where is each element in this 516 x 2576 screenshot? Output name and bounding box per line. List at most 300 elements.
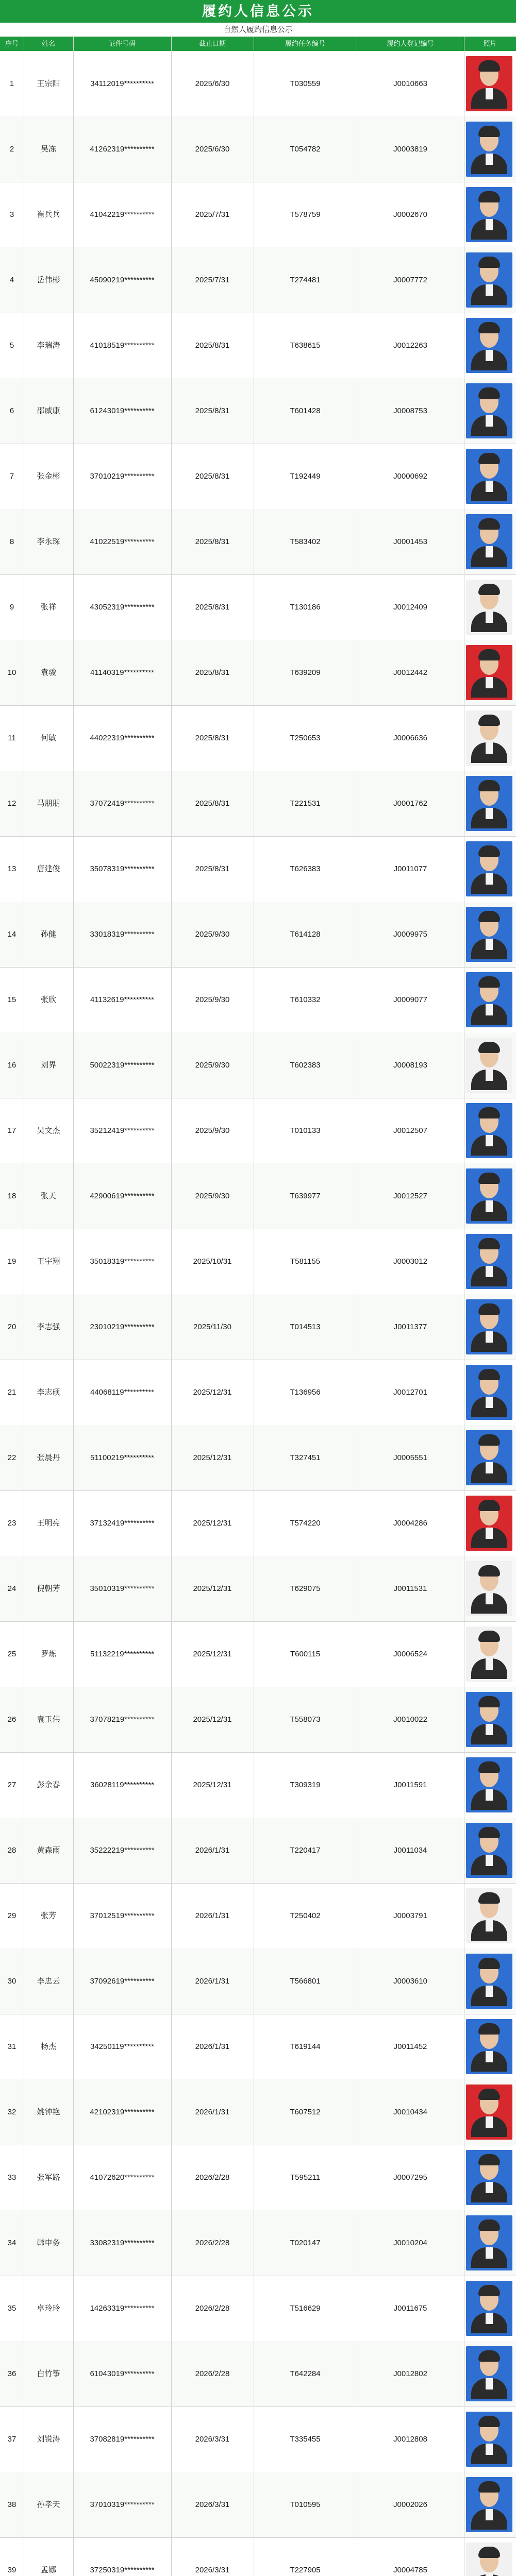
cell-task: T274481	[290, 276, 321, 284]
cell-id: 41140319**********	[90, 668, 154, 677]
cell-no: 16	[7, 1061, 16, 1070]
cell-date: 2026/1/31	[195, 1977, 230, 1986]
cell-id: 45090219**********	[90, 276, 155, 284]
cell-name: 杨杰	[40, 2042, 56, 2051]
table-row	[0, 1752, 516, 1818]
cell-name: 袁玉伟	[37, 1715, 60, 1724]
cell-no: 26	[7, 1715, 16, 1724]
portrait-photo	[466, 514, 512, 569]
cell-no: 31	[7, 2042, 16, 2051]
portrait-photo	[466, 318, 512, 373]
portrait-photo	[466, 1234, 512, 1289]
cell-no: 6	[9, 406, 14, 415]
portrait-photo	[466, 2412, 512, 2467]
cell-no: 11	[8, 734, 16, 742]
cell-reg: J0010204	[393, 2239, 427, 2247]
cell-id: 51132219**********	[90, 1650, 154, 1658]
cell-date: 2026/3/31	[195, 2435, 230, 2444]
cell-date: 2025/12/31	[193, 1781, 232, 1789]
cell-id: 35212419**********	[90, 1126, 155, 1135]
cell-date: 2026/1/31	[195, 1911, 230, 1920]
cell-id: 33082319**********	[90, 2239, 155, 2247]
cell-task: T583402	[290, 537, 321, 546]
cell-name: 孙健	[40, 930, 56, 939]
cell-task: T566801	[290, 1977, 321, 1986]
cell-reg: J0006524	[393, 1650, 427, 1658]
cell-id: 42102319**********	[90, 2108, 155, 2116]
cell-date: 2025/9/30	[195, 1192, 230, 1200]
cell-name: 吴文杰	[37, 1126, 60, 1135]
cell-reg: J0011675	[393, 2304, 427, 2313]
cell-name: 王宗阳	[37, 79, 60, 88]
table-row	[0, 771, 516, 837]
cell-date: 2025/12/31	[193, 1388, 232, 1397]
cell-id: 50022319**********	[90, 1061, 155, 1070]
portrait-photo	[466, 2150, 512, 2205]
cell-id: 33018319**********	[90, 930, 155, 939]
portrait-photo	[466, 187, 512, 242]
cell-name: 王宇翔	[37, 1257, 60, 1266]
cell-name: 李志硕	[37, 1388, 60, 1397]
portrait-photo	[466, 1038, 512, 1093]
cell-date: 2025/12/31	[193, 1650, 232, 1658]
cell-task: T054782	[290, 145, 321, 154]
cell-no: 39	[7, 2566, 16, 2574]
cell-no: 35	[7, 2304, 16, 2313]
cell-reg: J0011377	[393, 1323, 427, 1331]
table-row	[0, 444, 516, 510]
cell-date: 2026/2/28	[195, 2369, 230, 2378]
cell-no: 8	[9, 537, 14, 546]
cell-id: 36028119**********	[90, 1781, 154, 1789]
cell-date: 2025/8/31	[195, 799, 230, 808]
cell-no: 19	[7, 1257, 16, 1266]
table-row	[0, 967, 516, 1033]
col-header-reg: 履约人登记编号	[387, 40, 434, 47]
cell-task: T030559	[290, 79, 321, 88]
cell-name: 张欣	[40, 995, 56, 1004]
col-header-photo: 照片	[483, 40, 497, 47]
cell-date: 2026/3/31	[195, 2566, 230, 2574]
table-row	[0, 2210, 516, 2276]
cell-reg: J0000692	[393, 472, 427, 481]
cell-name: 刘界	[40, 1061, 56, 1070]
cell-id: 37078219**********	[90, 1715, 155, 1724]
table-row	[0, 1229, 516, 1295]
portrait-photo	[466, 645, 512, 700]
table-row	[0, 1425, 516, 1491]
table-row	[0, 836, 516, 902]
portrait-photo	[466, 2477, 512, 2532]
cell-name: 倪朝芳	[37, 1584, 60, 1593]
portrait-photo	[466, 122, 512, 177]
cell-name: 卓玲玲	[37, 2304, 60, 2313]
table-row	[0, 182, 516, 248]
cell-id: 23010219**********	[90, 1323, 155, 1331]
table-row	[0, 313, 516, 379]
cell-task: T010595	[290, 2500, 321, 2509]
cell-task: T327451	[290, 1453, 321, 1462]
cell-id: 35078319**********	[90, 865, 155, 873]
portrait-photo	[466, 2346, 512, 2401]
cell-no: 17	[7, 1126, 16, 1135]
table-row	[0, 378, 516, 444]
table-row	[0, 1163, 516, 1229]
cell-no: 3	[9, 210, 14, 219]
table-row	[0, 1621, 516, 1687]
table-row	[0, 1818, 516, 1884]
cell-id: 41022519**********	[90, 537, 155, 546]
table-row	[0, 51, 516, 117]
cell-reg: J0012263	[393, 341, 427, 350]
cell-reg: J0008753	[393, 406, 427, 415]
cell-date: 2025/12/31	[193, 1584, 232, 1593]
cell-task: T250402	[290, 1911, 321, 1920]
col-header-name: 姓名	[41, 40, 55, 47]
cell-task: T614128	[290, 930, 321, 939]
page-title: 履约人信息公示	[0, 0, 516, 23]
table-header	[0, 37, 516, 51]
cell-task: T600115	[290, 1650, 321, 1658]
cell-no: 32	[7, 2108, 16, 2116]
table-row	[0, 1948, 516, 2014]
cell-date: 2025/12/31	[193, 1453, 232, 1462]
cell-name: 孟娜	[40, 2566, 56, 2574]
cell-task: T639977	[290, 1192, 321, 1200]
cell-id: 41132619**********	[90, 995, 154, 1004]
cell-id: 35222219**********	[90, 1846, 155, 1855]
cell-reg: J0010434	[393, 2108, 427, 2116]
table-row	[0, 1687, 516, 1753]
cell-reg: J0011077	[393, 865, 427, 873]
cell-id: 37082819**********	[90, 2435, 155, 2444]
cell-reg: J0003012	[393, 1257, 427, 1266]
cell-no: 24	[7, 1584, 16, 1593]
cell-no: 34	[7, 2239, 16, 2247]
cell-id: 37072419**********	[90, 799, 155, 808]
cell-date: 2025/6/30	[195, 79, 230, 88]
cell-reg: J0008193	[393, 1061, 427, 1070]
cell-reg: J0004286	[393, 1519, 427, 1528]
table-row	[0, 1360, 516, 1426]
cell-name: 岳伟彬	[37, 276, 60, 284]
portrait-photo	[466, 841, 512, 896]
cell-task: T639209	[290, 668, 321, 677]
cell-task: T578759	[290, 210, 321, 219]
table-row	[0, 2406, 516, 2472]
cell-reg: J0007295	[393, 2173, 427, 2182]
cell-reg: J0012802	[393, 2369, 427, 2378]
cell-no: 7	[9, 472, 14, 481]
cell-reg: J0004785	[393, 2566, 427, 2574]
cell-no: 2	[9, 145, 14, 154]
cell-id: 61043019**********	[90, 2369, 155, 2378]
cell-id: 43052319**********	[90, 603, 155, 612]
cell-date: 2026/1/31	[195, 1846, 230, 1855]
cell-id: 34112019**********	[90, 79, 154, 88]
cell-id: 41018519**********	[90, 341, 155, 350]
cell-no: 1	[9, 79, 14, 88]
table-row	[0, 902, 516, 968]
portrait-photo	[466, 2543, 512, 2576]
cell-id: 41262319**********	[90, 145, 155, 154]
cell-reg: J0006636	[393, 734, 427, 742]
cell-date: 2025/11/30	[193, 1323, 231, 1331]
cell-no: 29	[7, 1911, 16, 1920]
col-header-date: 截止日期	[198, 40, 226, 47]
cell-name: 姚钟艳	[37, 2108, 60, 2116]
cell-reg: J0012507	[393, 1126, 427, 1135]
cell-reg: J0012409	[393, 603, 427, 612]
cell-id: 35010319**********	[90, 1584, 155, 1593]
cell-reg: J0002026	[393, 2500, 427, 2509]
cell-date: 2025/9/30	[195, 995, 230, 1004]
cell-date: 2025/8/31	[195, 734, 230, 742]
cell-name: 何敏	[40, 734, 56, 742]
table-row	[0, 640, 516, 706]
cell-name: 张晨丹	[37, 1453, 60, 1462]
cell-date: 2025/6/30	[195, 145, 230, 154]
table-row	[0, 2079, 516, 2145]
cell-id: 37092619**********	[90, 1977, 155, 1986]
portrait-photo	[466, 449, 512, 504]
cell-task: T250653	[290, 734, 321, 742]
cell-id: 37132419**********	[90, 1519, 155, 1528]
cell-reg: J0009975	[393, 930, 427, 939]
cell-name: 王明亮	[37, 1519, 60, 1528]
cell-no: 36	[7, 2369, 16, 2378]
cell-date: 2026/1/31	[195, 2108, 230, 2116]
portrait-photo	[466, 1757, 512, 1812]
cell-reg: J0003791	[393, 1911, 427, 1920]
cell-no: 22	[7, 1453, 16, 1462]
table-row	[0, 509, 516, 575]
cell-no: 30	[7, 1977, 16, 1986]
cell-name: 李永琛	[37, 537, 60, 546]
portrait-photo	[466, 1692, 512, 1747]
cell-date: 2026/2/28	[195, 2304, 230, 2313]
table-row	[0, 116, 516, 182]
cell-name: 李瑞涛	[37, 341, 60, 350]
portrait-photo	[466, 710, 512, 766]
cell-id: 41042219**********	[90, 210, 155, 219]
portrait-photo	[466, 2281, 512, 2336]
portrait-photo	[466, 2019, 512, 2074]
table-row	[0, 2341, 516, 2407]
cell-name: 彭余春	[37, 1781, 60, 1789]
cell-no: 9	[9, 603, 14, 612]
table-row	[0, 2537, 516, 2576]
portrait-photo	[466, 776, 512, 831]
cell-name: 罗炼	[40, 1650, 56, 1658]
portrait-photo	[466, 1823, 512, 1878]
table-row	[0, 1556, 516, 1622]
table-row	[0, 1490, 516, 1556]
cell-task: T626383	[290, 865, 321, 873]
cell-reg: J0007772	[393, 276, 427, 284]
cell-date: 2025/9/30	[195, 1126, 230, 1135]
portrait-photo	[466, 972, 512, 1027]
cell-id: 37250319**********	[90, 2566, 155, 2574]
portrait-photo	[466, 1888, 512, 1943]
cell-id: 41072620**********	[90, 2173, 155, 2182]
portrait-photo	[466, 1365, 512, 1420]
cell-id: 37010319**********	[90, 2500, 155, 2509]
cell-task: T309319	[290, 1781, 321, 1789]
cell-reg: J0001453	[393, 537, 427, 546]
cell-id: 34250119**********	[90, 2042, 154, 2051]
cell-id: 37010219**********	[90, 472, 155, 481]
cell-id: 37012519**********	[90, 1911, 155, 1920]
cell-date: 2025/8/31	[195, 472, 230, 481]
cell-name: 马朋朋	[37, 799, 60, 808]
cell-name: 邵威康	[37, 406, 60, 415]
cell-name: 黄森雨	[37, 1846, 60, 1855]
cell-no: 14	[7, 930, 16, 939]
portrait-photo	[466, 2084, 512, 2140]
cell-date: 2025/12/31	[193, 1519, 232, 1528]
cell-task: T192449	[290, 472, 321, 481]
cell-reg: J0001762	[393, 799, 427, 808]
cell-name: 李忠云	[37, 1977, 60, 1986]
cell-date: 2025/12/31	[193, 1715, 232, 1724]
cell-task: T607512	[290, 2108, 321, 2116]
cell-task: T516629	[290, 2304, 321, 2313]
cell-name: 袁骏	[40, 668, 56, 677]
cell-id: 14263319**********	[90, 2304, 155, 2313]
cell-no: 37	[7, 2435, 16, 2444]
cell-task: T136956	[290, 1388, 321, 1397]
portrait-photo	[466, 2215, 512, 2270]
cell-id: 61243019**********	[90, 406, 155, 415]
cell-date: 2026/1/31	[195, 2042, 230, 2051]
table-row	[0, 247, 516, 313]
portrait-photo	[466, 1954, 512, 2009]
cell-no: 5	[9, 341, 14, 350]
cell-no: 21	[7, 1388, 16, 1397]
col-header-no: 序号	[5, 40, 19, 47]
table-row	[0, 2014, 516, 2080]
cell-no: 20	[7, 1323, 16, 1331]
cell-name: 张天	[40, 1192, 56, 1200]
cell-no: 10	[7, 668, 16, 677]
cell-name: 白竹筝	[37, 2369, 60, 2378]
cell-reg: J0010022	[393, 1715, 427, 1724]
cell-name: 张金彬	[37, 472, 60, 481]
page-subtitle: 自然人履约信息公示	[0, 23, 516, 37]
cell-task: T610332	[290, 995, 321, 1004]
cell-name: 张军路	[37, 2173, 60, 2182]
cell-reg: J0002670	[393, 210, 427, 219]
cell-task: T010133	[290, 1126, 321, 1135]
cell-task: T220417	[290, 1846, 321, 1855]
column-divider	[171, 37, 172, 2576]
cell-name: 韩申务	[37, 2239, 60, 2247]
cell-no: 23	[7, 1519, 16, 1528]
cell-reg: J0011531	[393, 1584, 427, 1593]
cell-no: 33	[7, 2173, 16, 2182]
portrait-photo	[466, 383, 512, 438]
cell-name: 张芳	[40, 1911, 56, 1920]
cell-date: 2025/8/31	[195, 668, 230, 677]
table-row	[0, 1032, 516, 1098]
table-row	[0, 2145, 516, 2211]
portrait-photo	[466, 252, 512, 308]
cell-date: 2025/9/30	[195, 930, 230, 939]
cell-name: 崔兵兵	[37, 210, 60, 219]
cell-date: 2025/8/31	[195, 341, 230, 350]
cell-reg: J0010663	[393, 79, 427, 88]
portrait-photo	[466, 1168, 512, 1224]
cell-name: 李志强	[37, 1323, 60, 1331]
cell-date: 2025/7/31	[195, 210, 230, 219]
portrait-photo	[466, 907, 512, 962]
cell-task: T638615	[290, 341, 321, 350]
cell-task: T335455	[290, 2435, 321, 2444]
cell-task: T595211	[290, 2173, 321, 2182]
cell-task: T642284	[290, 2369, 321, 2378]
cell-name: 吴冻	[40, 145, 56, 154]
table-row	[0, 1883, 516, 1949]
table-row	[0, 1098, 516, 1164]
cell-date: 2025/8/31	[195, 865, 230, 873]
cell-id: 44068119**********	[90, 1388, 154, 1397]
col-header-task: 履约任务编号	[285, 40, 325, 47]
cell-task: T574220	[290, 1519, 321, 1528]
portrait-photo	[466, 580, 512, 635]
table-row	[0, 574, 516, 640]
cell-id: 42900619**********	[90, 1192, 155, 1200]
cell-name: 张祥	[40, 603, 56, 612]
cell-date: 2025/8/31	[195, 603, 230, 612]
portrait-photo	[466, 1496, 512, 1551]
cell-no: 12	[7, 799, 16, 808]
cell-task: T130186	[290, 603, 321, 612]
portrait-photo	[466, 1430, 512, 1485]
cell-no: 28	[7, 1846, 16, 1855]
cell-no: 38	[7, 2500, 16, 2509]
cell-reg: J0003819	[393, 145, 427, 154]
cell-reg: J0009077	[393, 995, 427, 1004]
cell-task: T227905	[290, 2566, 321, 2574]
cell-no: 13	[7, 865, 16, 873]
cell-no: 25	[7, 1650, 16, 1658]
portrait-photo	[466, 1299, 512, 1354]
cell-no: 15	[7, 995, 16, 1004]
cell-task: T558073	[290, 1715, 321, 1724]
cell-name: 孙孝天	[37, 2500, 60, 2509]
cell-task: T221531	[290, 799, 321, 808]
portrait-photo	[466, 1626, 512, 1682]
cell-reg: J0011034	[393, 1846, 427, 1855]
cell-id: 51100219**********	[90, 1453, 154, 1462]
cell-reg: J0011591	[393, 1781, 427, 1789]
cell-date: 2025/8/31	[195, 537, 230, 546]
cell-reg: J0003610	[393, 1977, 427, 1986]
cell-no: 27	[7, 1781, 16, 1789]
cell-task: T602383	[290, 1061, 321, 1070]
cell-task: T629075	[290, 1584, 321, 1593]
cell-reg: J0005551	[393, 1453, 427, 1462]
cell-date: 2025/8/31	[195, 406, 230, 415]
table-row	[0, 2276, 516, 2342]
cell-reg: J0012527	[393, 1192, 427, 1200]
cell-date: 2025/9/30	[195, 1061, 230, 1070]
cell-reg: J0012701	[393, 1388, 427, 1397]
cell-task: T619144	[290, 2042, 321, 2051]
cell-name: 刘锐涛	[37, 2435, 60, 2444]
cell-task: T020147	[290, 2239, 321, 2247]
